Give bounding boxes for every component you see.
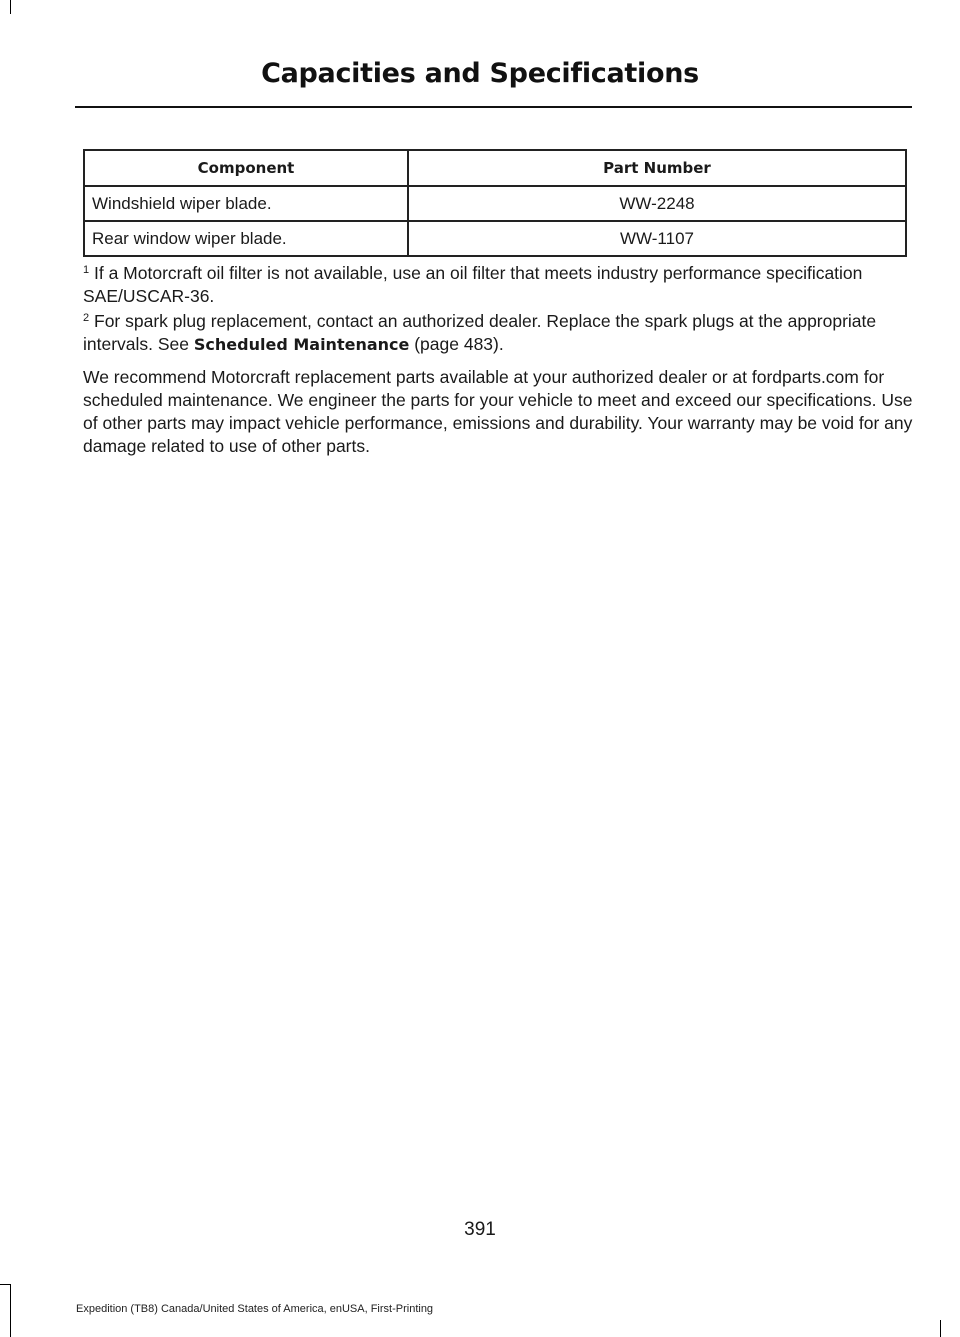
component-cell: Rear window wiper blade. [84,221,408,256]
footnote-text: For spark plug replacement, contact an authorized dealer. Replace the spark plugs at the appropriate intervals. See [83,311,877,354]
scheduled-maintenance-link[interactable]: Scheduled Maintenance [193,335,410,354]
footnote-text: If a Motorcraft oil filter is not available, use an oil filter that meets industry performance specification SAE/USCAR-36. [83,263,863,306]
part-number-cell: WW-1107 [408,221,906,256]
table-header-row [84,150,906,186]
footnote-marker: 2 [83,312,90,324]
parts-table [83,149,907,257]
table-row [84,221,906,256]
footnote-marker: 1 [83,264,90,276]
publication-footer: Expedition (TB8) Canada/United States of America, enUSA, First-Printing [76,1303,434,1315]
part-number-cell: WW-2248 [408,186,906,221]
component-cell: Windshield wiper blade. [84,186,408,221]
footnote-2 [83,310,913,356]
title-divider [75,106,912,108]
crop-mark-bottom-left-horizontal [0,1284,10,1285]
column-header-component: Component [84,150,408,186]
crop-mark-top-left [10,0,11,14]
crop-mark-bottom-left [10,1284,11,1337]
body-paragraph: We recommend Motorcraft replacement parts available at your authorized dealer or at fordparts.com for scheduled maintenance. We engineer the parts for your vehicle to meet and exceed our specifications. Use of other parts may impact vehicle performance, emissions and durability. Your warranty may be void for any damage related to use of other parts. [83,367,913,456]
page-number: 391 [464,1219,496,1240]
crop-mark-bottom-right [940,1320,941,1337]
column-header-part-number: Part Number [408,150,906,186]
table-row [84,186,906,221]
page-title: Capacities and Specifications [261,58,699,89]
page-reference: (page 483). [409,334,504,354]
notes-section [83,262,913,468]
footnote-1 [83,262,913,308]
